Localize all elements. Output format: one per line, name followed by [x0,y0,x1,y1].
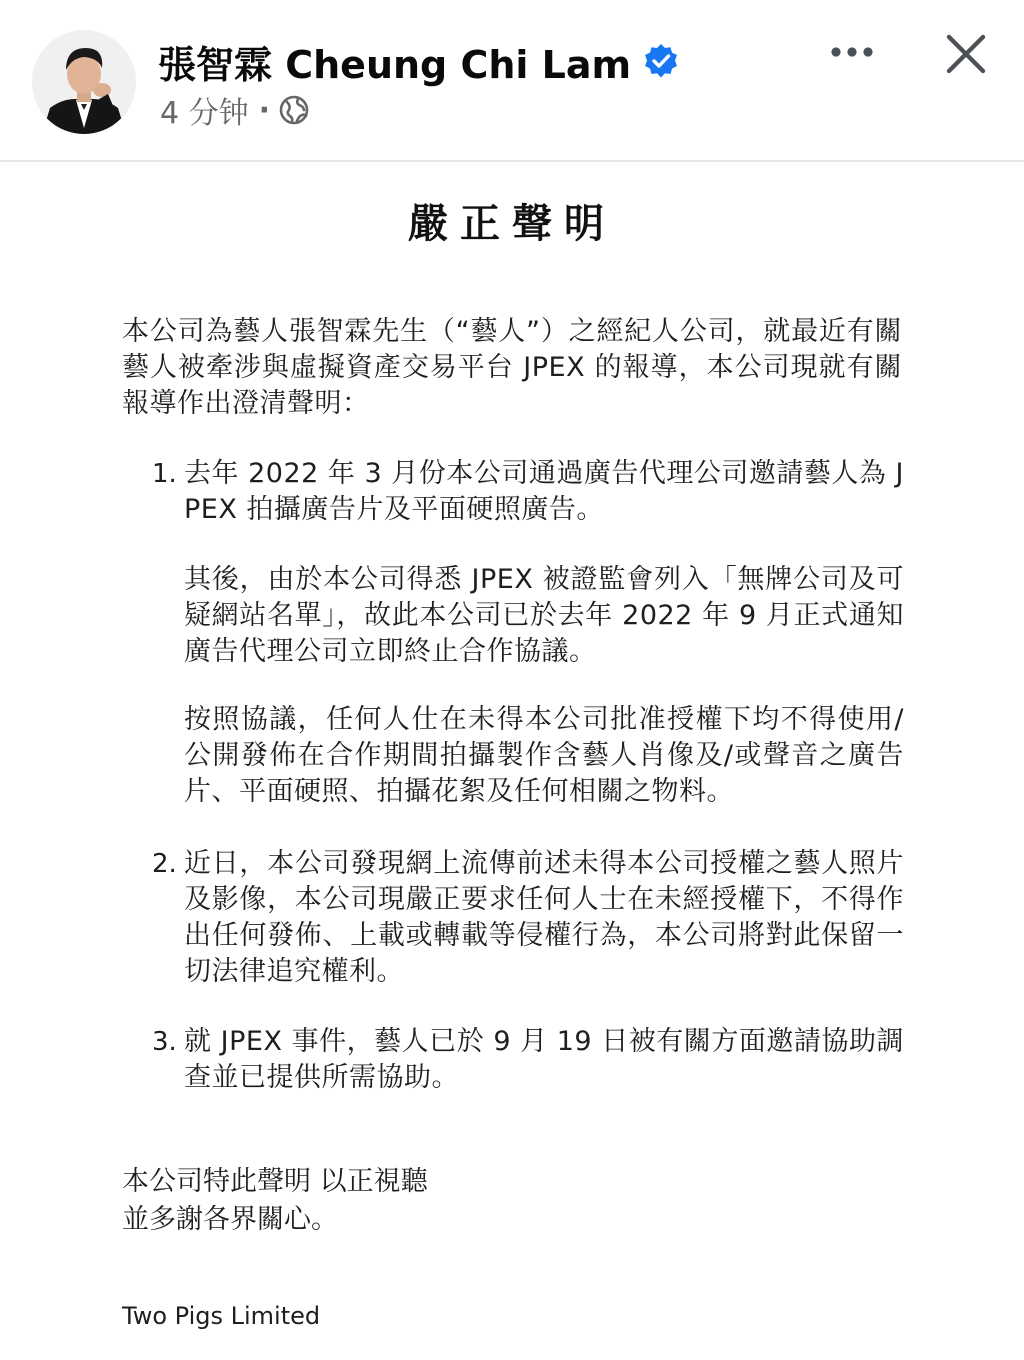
item-3-number: 3. [152,1027,177,1057]
company-signature: Two Pigs Limited [122,1302,321,1330]
item-2-paragraph-1: 近日，本公司發現網上流傳前述未得本公司授權之藝人照片及影像，本公司現嚴正要求任何人士在未經授權下，不得作出任何發佈、上載或轉載等侵權行為，本公司將對此保留一切法律追究權利。 [184,848,904,987]
statement-intro: 本公司為藝人張智霖先生（“藝人”）之經紀人公司，就最近有關藝人被牽涉與虛擬資產交易平台 JPEX 的報導，本公司現就有關報導作出澄清聲明： [122,316,902,419]
item-1-paragraph-1: 去年 2022 年 3 月份本公司通過廣告代理公司邀請藝人為 JPEX 拍攝廣告片及平面硬照廣告。 [184,458,904,525]
poster-name[interactable]: 張智霖 Cheung Chi Lam [158,42,632,87]
closing-line-2: 並多謝各界關心。 [122,1204,338,1235]
verified-badge-icon [643,43,679,79]
statement-image [0,162,1024,1360]
post-header [0,0,1024,160]
statement-title: 嚴正聲明 [408,200,616,247]
globe-icon[interactable] [278,94,310,126]
closing-line-1: 本公司特此聲明 以正視聽 [122,1166,428,1197]
poster-name-row [158,36,679,86]
item-2-number: 2. [152,849,177,879]
more-options-button[interactable] [822,30,882,74]
avatar[interactable] [32,30,136,134]
item-1-paragraph-2: 其後，由於本公司得悉 JPEX 被證監會列入「無牌公司及可疑網站名單」，故此本公司已於去年 2022 年 9 月正式通知廣告代理公司立即終止合作協議。 [184,564,904,667]
item-1-paragraph-3: 按照協議，任何人仕在未得本公司批准授權下均不得使用/公開發佈在合作期間拍攝製作含藝人肖像及/或聲音之廣告片、平面硬照、拍攝花絮及任何相關之物料。 [184,704,904,807]
close-icon [945,33,987,75]
more-dots-icon [830,46,874,58]
item-3-paragraph-1: 就 JPEX 事件，藝人已於 9 月 19 日被有關方面邀請協助調查並已提供所需協助。 [184,1026,904,1093]
item-1-number: 1. [152,459,177,489]
post-timestamp[interactable]: 4 分钟 [160,96,249,131]
meta-separator: · [258,92,271,128]
post-meta [160,90,310,130]
avatar-portrait [32,30,136,134]
close-button[interactable] [940,28,992,80]
